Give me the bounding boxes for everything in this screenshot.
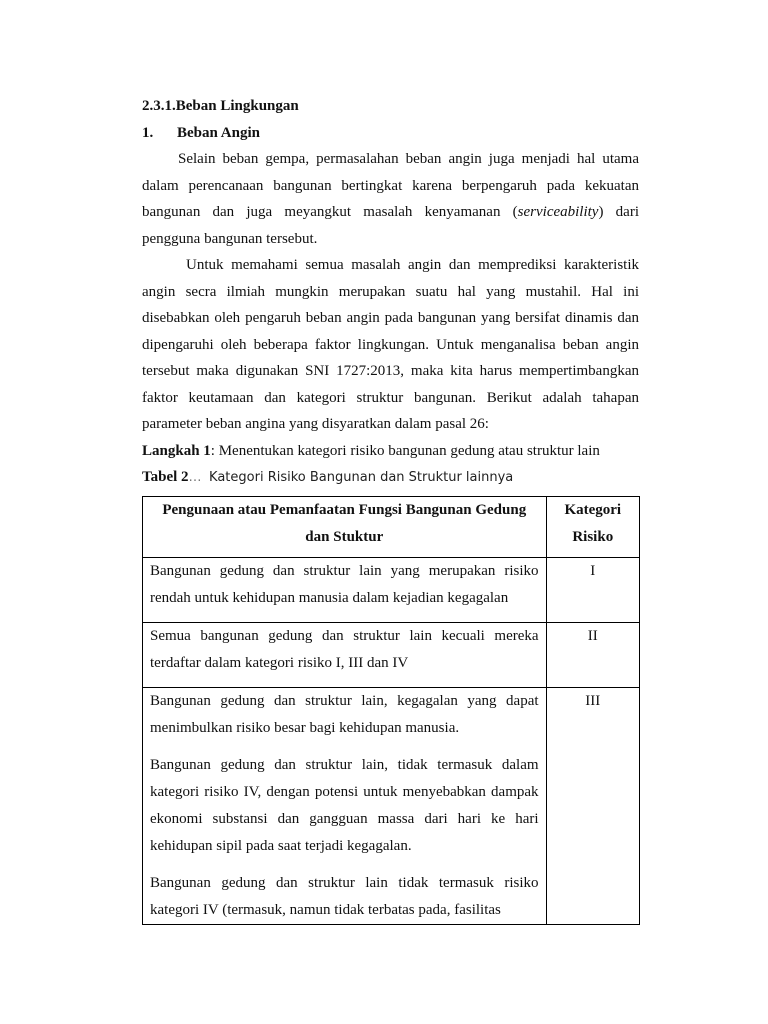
step-text: : Menentukan kategori risiko bangunan gedung atau struktur lain: [210, 442, 600, 459]
section-heading: [142, 93, 639, 120]
caption-label: Tabel 2: [142, 469, 189, 485]
paragraph-1-line-2: dalam perencanaan bangunan bertingkat karena berpengaruh pada kekuatan: [142, 177, 639, 194]
paragraph-1-line-1: Selain beban gempa, permasalahan beban angin juga menjadi hal utama: [178, 151, 639, 167]
serviceability-term: serviceability: [517, 204, 599, 220]
paragraph-1-line-3-pre: bangunan dan juga meyangkut masalah kenyamanan (: [142, 204, 518, 220]
table-caption: [142, 464, 639, 492]
row-3-category: III: [546, 687, 639, 924]
row-2-text: Semua bangunan gedung dan struktur lain kecuali mereka terdaftar dalam kategori risiko I, III dan IV: [150, 627, 539, 671]
paragraph-2-line-4: dipengaruhi oleh beberapa faktor lingkungan. Untuk menganalisa beban angin: [142, 336, 639, 353]
paragraph-2: [142, 252, 639, 438]
paragraph-2-line-5: tersebut maka digunakan SNI 1727:2013, maka kita harus mempertimbangkan: [142, 363, 639, 379]
header-category: Kategori Risiko: [546, 496, 639, 557]
paragraph-2-line-3: disebabkan oleh pengaruh beban angin pada bangunan yang bersifat dinamis dan: [142, 310, 639, 326]
row-2-description: [143, 622, 547, 687]
step-label: Langkah 1: [142, 442, 211, 459]
table-row: [143, 687, 640, 924]
row-1-category: I: [546, 557, 639, 622]
paragraph-2-line-6: faktor keutamaan dan kategori struktur bangunan. Berikut adalah tahapan: [142, 389, 639, 406]
caption-dots: …: [188, 470, 202, 485]
subsection-title: Beban Angin: [177, 124, 260, 141]
paragraph-2-line-2: angin secra ilmiah mungkin merupakan suatu hal yang mustahil. Hal ini: [142, 283, 639, 300]
paragraph-1-line-4: pengguna bangunan tersebut.: [142, 230, 318, 247]
row-3-description: [143, 687, 547, 924]
header-usage: Pengunaan atau Pemanfaatan Fungsi Bangunan Gedung dan Stuktur: [143, 496, 547, 557]
paragraph-1-line-3-post: ) dari: [598, 204, 639, 220]
subsection-heading: [142, 120, 639, 147]
row-3-text-3: Bangunan gedung dan struktur lain tidak termasuk risiko kategori IV (termasuk, namun tidak terbatas pada, fasilitas: [150, 874, 539, 918]
paragraph-2-line-1: Untuk memahami semua masalah angin dan memprediksi karakteristik: [186, 257, 639, 273]
table-row: [143, 622, 640, 687]
row-1-description: [143, 557, 547, 622]
caption-text: Kategori Risiko Bangunan dan Struktur lainnya: [209, 470, 514, 485]
subsection-number: 1.: [142, 124, 154, 141]
table-header-row: [143, 496, 640, 557]
section-number: 2.3.1.: [142, 98, 176, 114]
step-line: [142, 438, 639, 465]
row-3-gap-1: [150, 742, 539, 752]
row-3-text-1: Bangunan gedung dan struktur lain, kegagalan yang dapat menimbulkan risiko besar bagi kehidupan manusia.: [150, 692, 539, 736]
document-content: [142, 93, 639, 925]
row-3-gap-2: [150, 860, 539, 870]
row-3-text-2: Bangunan gedung dan struktur lain, tidak termasuk dalam kategori risiko IV, dengan potensi untuk menyebabkan dampak ekonomi substansi dan gangguan massa dari hari ke hari kehidupan sipil pada saat terjadi kegagalan.: [150, 756, 539, 854]
section-title: Beban Lingkungan: [175, 98, 299, 114]
paragraph-1: [142, 146, 639, 252]
paragraph-1-line-3: [142, 199, 639, 226]
risk-category-table: [142, 496, 640, 925]
row-1-text: Bangunan gedung dan struktur lain yang merupakan risiko rendah untuk kehidupan manusia dalam kejadian kegagalan: [150, 562, 539, 606]
row-2-category: II: [546, 622, 639, 687]
paragraph-2-line-7: parameter beban angina yang disyaratkan dalam pasal 26:: [142, 416, 489, 432]
table-row: [143, 557, 640, 622]
